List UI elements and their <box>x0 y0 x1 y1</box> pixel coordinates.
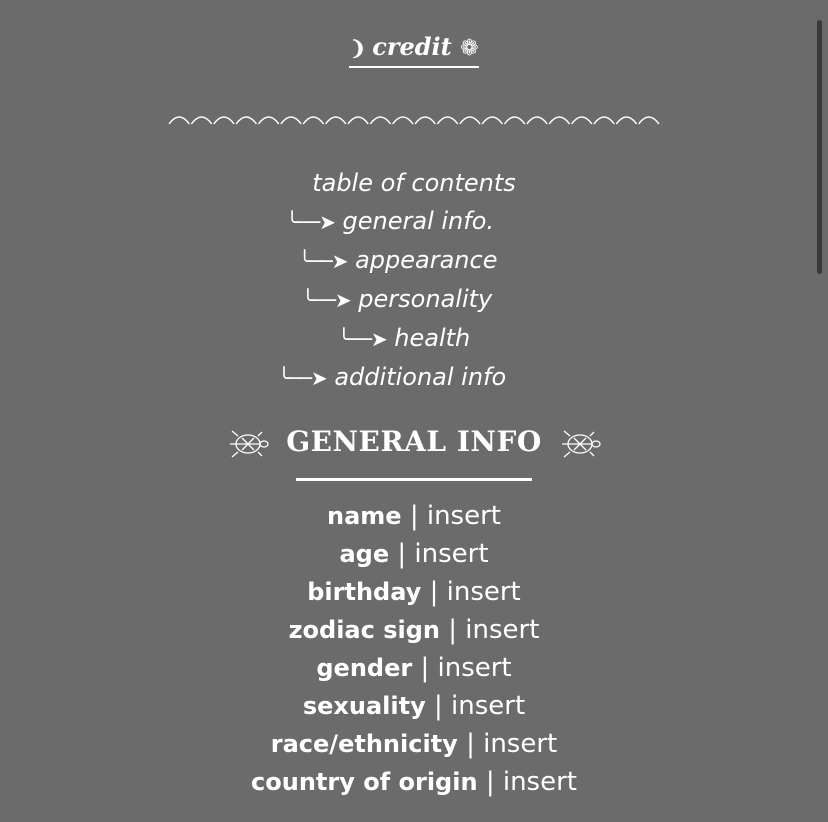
section-title: GENERAL INFO <box>286 425 542 458</box>
toc-item-personality[interactable] <box>0 280 828 319</box>
info-row-birthday <box>0 573 828 611</box>
toc-title: table of contents <box>312 169 516 197</box>
info-separator: | <box>397 539 407 569</box>
turtle-icon <box>226 427 270 461</box>
info-separator: | <box>448 615 458 645</box>
toc-item-general-info[interactable] <box>0 202 828 241</box>
info-label: zodiac sign <box>288 616 440 644</box>
credit-link[interactable] <box>349 30 478 68</box>
info-row-race-ethnicity <box>0 725 828 763</box>
general-info-heading <box>0 420 828 464</box>
table-of-contents <box>0 164 828 397</box>
toc-item-label: additional info <box>334 363 507 391</box>
toc-item-appearance[interactable] <box>0 241 828 280</box>
credit-label: credit <box>372 32 452 61</box>
info-label: race/ethnicity <box>270 730 458 758</box>
bracket-arc-icon: ❩ <box>349 36 367 60</box>
branch-arrow-icon: ╰──➤ <box>277 366 327 390</box>
branch-arrow-icon: ╰──➤ <box>298 249 348 273</box>
info-value: insert <box>446 577 521 607</box>
toc-item-health[interactable] <box>0 319 828 358</box>
info-value: insert <box>502 767 577 797</box>
heading-underline <box>296 478 532 481</box>
general-info-list <box>0 497 828 801</box>
info-separator: | <box>429 577 439 607</box>
branch-arrow-icon: ╰──➤ <box>285 210 335 234</box>
info-row-country-of-origin <box>0 763 828 801</box>
info-value: insert <box>451 691 526 721</box>
toc-item-label: personality <box>358 285 493 313</box>
info-row-age <box>0 535 828 573</box>
info-separator: | <box>485 767 495 797</box>
info-separator: | <box>420 653 430 683</box>
info-label: gender <box>316 654 413 682</box>
turtle-icon <box>558 427 602 461</box>
flower-icon: ❁ <box>460 36 479 61</box>
info-label: birthday <box>307 578 422 606</box>
info-row-zodiac-sign <box>0 611 828 649</box>
info-label: country of origin <box>251 768 478 796</box>
branch-arrow-icon: ╰──➤ <box>337 327 387 351</box>
branch-arrow-icon: ╰──➤ <box>301 288 351 312</box>
info-row-name <box>0 497 828 535</box>
toc-item-label: general info. <box>342 207 495 235</box>
info-label: sexuality <box>302 692 426 720</box>
info-value: insert <box>414 539 489 569</box>
info-separator: | <box>466 729 475 759</box>
info-separator: | <box>409 501 419 531</box>
info-separator: | <box>434 691 443 721</box>
toc-item-label: health <box>394 324 471 352</box>
toc-item-label: appearance <box>355 246 498 274</box>
info-row-gender <box>0 649 828 687</box>
credit-heading <box>0 30 828 68</box>
info-value: insert <box>483 729 558 759</box>
scrollbar-thumb[interactable] <box>817 20 822 274</box>
toc-item-additional-info[interactable] <box>0 358 828 397</box>
info-label: name <box>326 502 402 530</box>
info-value: insert <box>437 653 512 683</box>
info-label: age <box>339 540 390 568</box>
info-row-sexuality <box>0 687 828 725</box>
scallop-divider-icon <box>168 108 660 128</box>
info-value: insert <box>426 501 501 531</box>
info-value: insert <box>465 615 540 645</box>
